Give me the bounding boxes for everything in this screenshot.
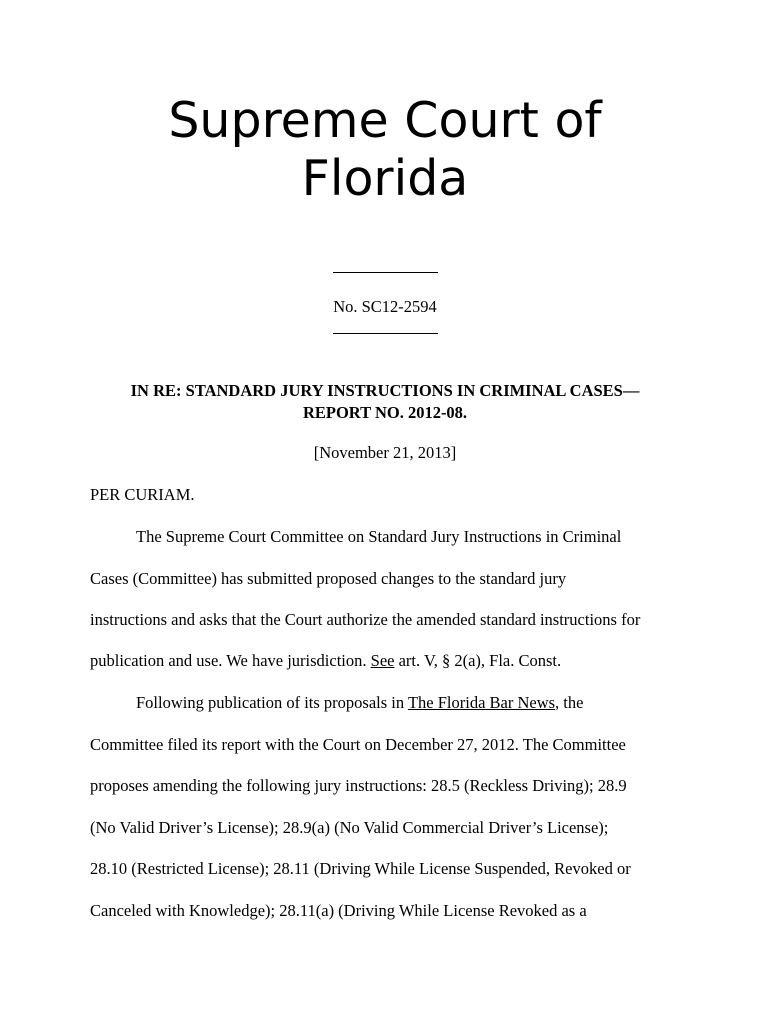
case-number: No. SC12-2594: [333, 297, 437, 316]
case-caption-line-2: REPORT NO. 2012-08.: [302, 403, 468, 422]
opinion-line-5-text-b: , the: [555, 693, 584, 712]
court-title-line-1: Supreme Court of: [168, 92, 602, 149]
opinion-line-8: (No Valid Driver’s License); 28.9(a) (No Valid Commercial Driver’s License);: [90, 818, 609, 837]
opinion-line-4-text-a: publication and use. We have jurisdiction.: [90, 651, 371, 670]
opinion-line-10: Canceled with Knowledge); 28.11(a) (Driving While License Revoked as a: [90, 901, 587, 920]
publication-title: The Florida Bar News: [407, 693, 556, 712]
divider-top: [333, 272, 438, 273]
opinion-line-9: 28.10 (Restricted License); 28.11 (Driving While License Suspended, Revoked or: [90, 859, 631, 878]
per-curiam-heading: PER CURIAM.: [90, 485, 195, 504]
opinion-line-1: The Supreme Court Committee on Standard Jury Instructions in Criminal: [136, 527, 622, 546]
court-title: [0, 92, 770, 208]
opinion-line-2: Cases (Committee) has submitted proposed changes to the standard jury: [90, 569, 567, 588]
opinion-line-5-text-a: Following publication of its proposals in: [136, 693, 408, 712]
opinion-line-5: [136, 693, 583, 713]
opinion-line-4: [90, 651, 561, 671]
divider-bottom: [333, 333, 438, 334]
decision-date: [November 21, 2013]: [313, 443, 457, 462]
opinion-line-7: proposes amending the following jury instructions: 28.5 (Reckless Driving); 28.9: [90, 776, 627, 795]
case-caption: [90, 380, 680, 424]
opinion-line-6: Committee filed its report with the Court on December 27, 2012. The Committee: [90, 735, 626, 754]
opinion-line-3: instructions and asks that the Court authorize the amended standard instructions for: [90, 610, 641, 629]
court-title-line-2: Florida: [301, 150, 469, 207]
opinion-line-4-text-b: art. V, § 2(a), Fla. Const.: [394, 651, 562, 670]
case-caption-line-1: IN RE: STANDARD JURY INSTRUCTIONS IN CRIMINAL CASES—: [130, 381, 640, 400]
see-citation-signal: See: [370, 651, 395, 670]
